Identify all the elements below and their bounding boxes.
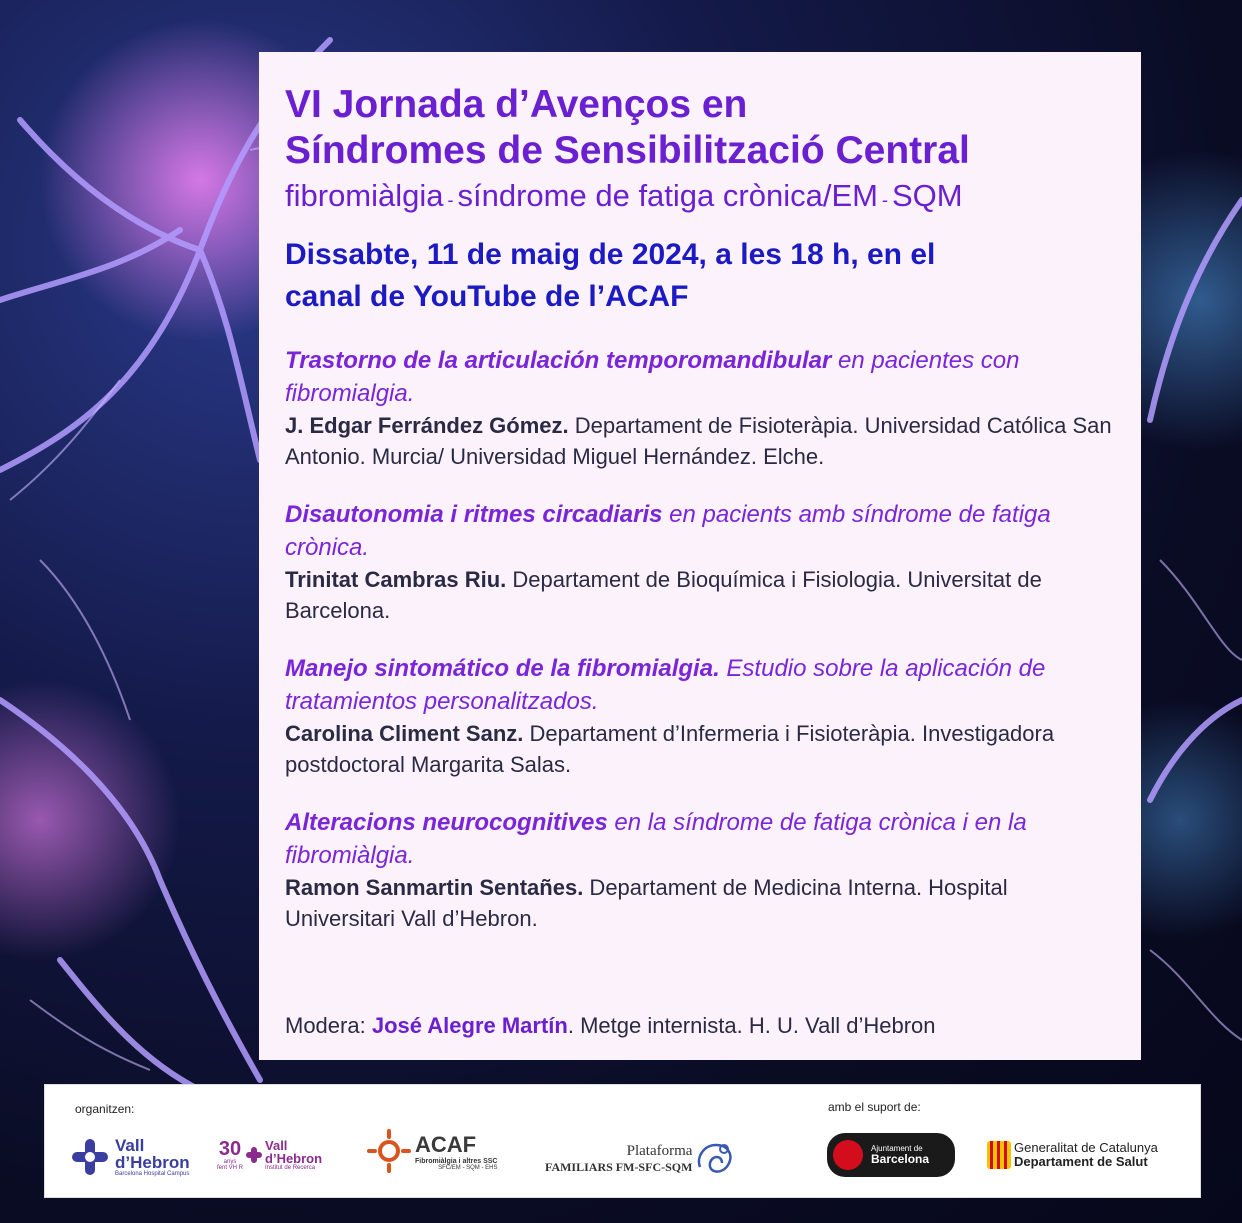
- subtitle-part1: fibromiàlgia: [285, 178, 444, 213]
- talk-item: [285, 806, 1115, 934]
- vall-hebron-line2: d’Hebron: [115, 1153, 190, 1172]
- talk-title: [285, 498, 1115, 564]
- talk-title-rest: en pacients amb síndrome de fatiga crònica.: [285, 501, 1051, 561]
- talk-speaker: [285, 718, 1115, 780]
- subtitle-part2: síndrome de fatiga crònica/EM: [457, 178, 878, 213]
- speaker-name: J. Edgar Ferrández Gómez.: [285, 413, 569, 438]
- talk-title: [285, 806, 1115, 872]
- vhir-years: anys: [223, 1159, 237, 1165]
- talk-title-highlight: Manejo sintomático de la fibromialgia.: [285, 655, 720, 682]
- speaker-affiliation: Departament de Bioquímica i Fisiologia. Universitat de Barcelona.: [285, 567, 1042, 623]
- speaker-affiliation: Departament de Fisioteràpia. Universidad Católica San Antonio. Murcia/ Universidad Miguel Hernández. Elche.: [285, 413, 1112, 469]
- talk-title-rest: en pacientes con fibromialgia.: [285, 347, 1020, 407]
- speaker-name: Carolina Climent Sanz.: [285, 721, 524, 746]
- event-date-line2: canal de YouTube de l’ACAF: [285, 280, 689, 313]
- speaker-name: Trinitat Cambras Riu.: [285, 567, 507, 592]
- talk-list: [285, 344, 1115, 934]
- moderator-line: [285, 1010, 936, 1041]
- generalitat-catalunya-logo: [987, 1141, 1158, 1169]
- vall-hebron-line1: Vall: [115, 1136, 145, 1155]
- event-title: [285, 82, 1115, 174]
- plataforma-familiars-logo: [545, 1137, 740, 1181]
- generalitat-line2: Departament de Salut: [1014, 1154, 1148, 1169]
- acaf-sub1: Fibromiàlgia i altres SSC: [415, 1157, 498, 1165]
- talk-item: [285, 344, 1115, 472]
- talk-title-highlight: Alteracions neurocognitives: [285, 809, 608, 836]
- ajuntament-line2: Barcelona: [871, 1152, 930, 1166]
- plataforma-swirl-icon: [692, 1137, 740, 1181]
- acaf-name: ACAF: [415, 1131, 477, 1157]
- generalitat-line1: Generalitat de Catalunya: [1014, 1140, 1158, 1155]
- speaker-affiliation: Departament d’Infermeria i Fisioteràpia. Investigadora postdoctoral Margarita Salas.: [285, 721, 1055, 777]
- event-subtitle: [285, 176, 1115, 220]
- speaker-affiliation: Departament de Medicina Interna. Hospital Universitari Vall d’Hebron.: [285, 875, 1008, 931]
- vhir-cross-icon: [245, 1146, 263, 1164]
- support-label: amb el suport de:: [828, 1100, 921, 1114]
- event-card: [259, 52, 1141, 1060]
- subtitle-separator: -: [447, 190, 454, 210]
- subtitle-part3: SQM: [891, 178, 963, 213]
- ajuntament-barcelona-logo: [827, 1133, 955, 1177]
- moderator-name: José Alegre Martín: [371, 1013, 568, 1038]
- event-title-line2: Síndromes de Sensibilització Central: [285, 129, 970, 172]
- subtitle-separator: -: [881, 190, 888, 210]
- vhir-line1: Vall: [265, 1138, 288, 1153]
- vhir-caption: fent VH R: [217, 1165, 244, 1171]
- acaf-logo: [367, 1129, 497, 1173]
- acaf-sub2: SFC/EM - SQM - EHS: [438, 1164, 498, 1171]
- talk-speaker: [285, 872, 1115, 934]
- talk-item: [285, 652, 1115, 780]
- moderator-role: . Metge internista. H. U. Vall d’Hebron: [567, 1013, 936, 1038]
- plataforma-line2: FAMILIARS FM-SFC-SQM: [545, 1160, 693, 1174]
- ajuntament-line1: Ajuntament de: [871, 1144, 923, 1153]
- vhir-line2: d’Hebron: [265, 1151, 323, 1166]
- vhir-30-anys-logo: [217, 1139, 322, 1171]
- event-date-line1: Dissabte, 11 de maig de 2024, a les 18 h, en el: [285, 238, 936, 271]
- plataforma-line1: Plataforma: [626, 1143, 693, 1159]
- vhir-number: 30: [218, 1138, 242, 1160]
- vall-hebron-caption: Barcelona Hospital Campus: [115, 1171, 190, 1177]
- vall-hebron-logo: [69, 1137, 190, 1177]
- sponsors-footer: [44, 1084, 1201, 1198]
- event-date: [285, 234, 1115, 318]
- talk-title-rest: Estudio sobre la aplicación de tratamientos personalitzados.: [285, 655, 1046, 715]
- talk-item: [285, 498, 1115, 626]
- talk-speaker: [285, 410, 1115, 472]
- vall-hebron-cross-icon: [69, 1137, 111, 1177]
- moderator-label: Modera:: [285, 1013, 372, 1038]
- talk-speaker: [285, 564, 1115, 626]
- talk-title-highlight: Disautonomia i ritmes circadiaris: [285, 501, 663, 528]
- barcelona-shield-icon: [833, 1140, 863, 1170]
- speaker-name: Ramon Sanmartin Sentañes.: [285, 875, 584, 900]
- talk-title-highlight: Trastorno de la articulación temporomandibular: [285, 347, 832, 374]
- vhir-sub: Institut de Recerca: [265, 1165, 316, 1171]
- senyera-shield-icon: [987, 1141, 1011, 1169]
- organizers-label: organitzen:: [75, 1102, 135, 1116]
- acaf-sun-icon: [367, 1129, 411, 1173]
- event-title-line1: VI Jornada d’Avenços en: [285, 83, 748, 126]
- talk-title: [285, 652, 1115, 718]
- talk-title-rest: en la síndrome de fatiga crònica i en la fibromiàlgia.: [285, 809, 1027, 869]
- talk-title: [285, 344, 1115, 410]
